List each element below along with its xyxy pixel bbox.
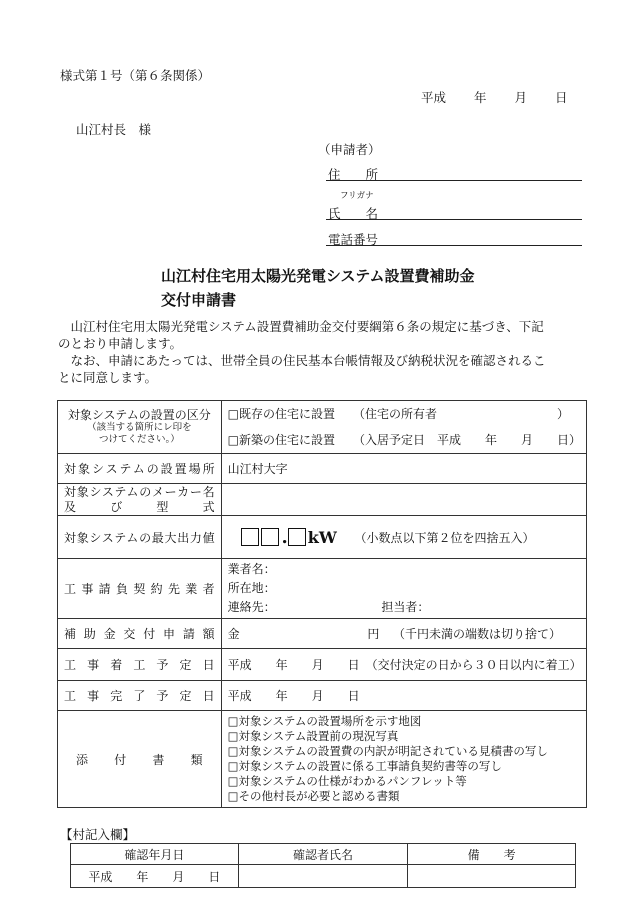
- completion-date-value[interactable]: 平成 年 月 日: [221, 681, 586, 711]
- row-attachments: [58, 711, 587, 808]
- name-field[interactable]: [326, 204, 582, 220]
- confirm-date-value[interactable]: 平成 年 月 日: [71, 865, 239, 888]
- maker-model-field[interactable]: [221, 484, 586, 516]
- contractor-label: 工事請負契約先業者: [64, 582, 215, 596]
- contractor-contact[interactable]: 連絡先：: [227, 600, 276, 614]
- install-location-value[interactable]: 山江村大字: [221, 454, 586, 484]
- row-start-date: [58, 649, 587, 681]
- village-table: [70, 843, 576, 888]
- form-number: 様式第１号（第６条関係）: [60, 68, 211, 83]
- village-table-header: [71, 844, 576, 865]
- date-day: 日: [554, 90, 568, 105]
- attachment-item[interactable]: □その他村長が必要と認める書類: [227, 789, 400, 803]
- grant-yen-prefix: 金: [227, 627, 240, 641]
- address-field[interactable]: [326, 165, 582, 181]
- max-output-note: （小数点以下第２位を四捨五入）: [354, 530, 535, 545]
- option-new-house[interactable]: □新築の住宅に設置 （入居予定日 平成 年 月 日）: [227, 433, 581, 447]
- attachment-item[interactable]: □対象システムの仕様がわかるパンフレット等: [227, 774, 467, 788]
- grant-yen-unit: 円: [367, 627, 380, 641]
- contractor-company[interactable]: 業者名：: [227, 562, 276, 576]
- remarks-value[interactable]: [408, 865, 576, 888]
- attachment-item[interactable]: □対象システムの設置場所を示す地図: [227, 714, 422, 728]
- col-confirm-date: 確認年月日: [71, 844, 239, 865]
- phone-label: 電話番号: [328, 232, 379, 247]
- contractor-address[interactable]: 所在地：: [227, 581, 276, 595]
- address-label: 住 所: [328, 167, 379, 182]
- paragraph-1: [58, 318, 586, 386]
- install-category-label: 対象システムの設置の区分: [67, 408, 211, 422]
- date-line: [421, 88, 567, 106]
- attachments-label: 添付書類: [76, 752, 203, 767]
- digit-box-1[interactable]: [241, 528, 259, 546]
- application-table: [57, 400, 587, 808]
- grant-amount-note: （千円未満の端数は切り捨て）: [392, 627, 561, 641]
- row-completion-date: [58, 681, 587, 711]
- decimal-point: .: [281, 526, 288, 548]
- furigana-label: フリガナ: [340, 191, 374, 201]
- confirmer-name-value[interactable]: [238, 865, 408, 888]
- applicant-heading: （申請者）: [318, 142, 381, 157]
- paragraph-1-line2: のとおり申請します。: [58, 336, 183, 351]
- attachment-item[interactable]: □対象システムの設置費の内訳が明記されている見積書の写し: [227, 744, 548, 758]
- date-month: 月: [514, 90, 527, 105]
- row-install-category: [58, 401, 587, 454]
- digit-box-2[interactable]: [261, 528, 279, 546]
- completion-date-label: 工事完了予定日: [64, 689, 215, 703]
- form-title-line1: 山江村住宅用太陽光発電システム設置費補助金: [161, 267, 475, 285]
- attachment-item[interactable]: □対象システム設置前の現況写真: [227, 729, 399, 743]
- row-contractor: [58, 559, 587, 619]
- maker-label: 対象システムのメーカー名: [64, 484, 215, 499]
- name-label: 氏 名: [328, 206, 379, 221]
- form-title-line2: 交付申請書: [161, 291, 237, 309]
- attachment-item[interactable]: □対象システムの設置に係る工事請負契約書等の写し: [227, 759, 502, 773]
- start-date-label: 工事着工予定日: [64, 658, 215, 672]
- row-install-location: [58, 454, 587, 484]
- digit-box-3[interactable]: [288, 528, 306, 546]
- village-table-row: [71, 865, 576, 888]
- village-section-heading: 【村記入欄】: [60, 827, 136, 842]
- row-max-output: [58, 516, 587, 559]
- row-grant-amount: [58, 619, 587, 649]
- row-maker-model: [58, 484, 587, 516]
- grant-amount-label: 補助金交付申請額: [64, 627, 215, 641]
- install-category-note1: （該当する箇所にレ印を: [87, 422, 192, 433]
- install-location-label: 対象システムの設置場所: [64, 462, 215, 476]
- col-confirmer-name: 確認者氏名: [238, 844, 408, 865]
- paragraph-1-line1: 山江村住宅用太陽光発電システム設置費補助金交付要綱第６条の規定に基づき、下記: [58, 319, 544, 334]
- max-output-label: 対象システムの最大出力値: [64, 530, 215, 545]
- date-era: 平成: [421, 90, 447, 105]
- start-date-value[interactable]: 平成 年 月 日 （交付決定の日から３０日以内に着工）: [221, 649, 586, 681]
- install-category-note2: つけてください。）: [98, 434, 180, 445]
- paragraph-2-line1: なお、申請にあたっては、世帯全員の住民基本台帳情報及び納税状況を確認されるこ: [58, 353, 546, 368]
- addressee: 山江村長 様: [76, 122, 152, 137]
- paragraph-2-line2: とに同意します。: [58, 370, 158, 385]
- kw-unit: kW: [307, 527, 337, 547]
- option-existing-house[interactable]: □既存の住宅に設置 （住宅の所有者 ）: [227, 407, 569, 421]
- date-year: 年: [473, 90, 487, 105]
- contractor-person[interactable]: 担当者：: [381, 600, 430, 614]
- phone-field[interactable]: [326, 230, 582, 246]
- col-remarks: 備 考: [408, 844, 576, 865]
- model-label: 及 び 型 式: [64, 499, 215, 514]
